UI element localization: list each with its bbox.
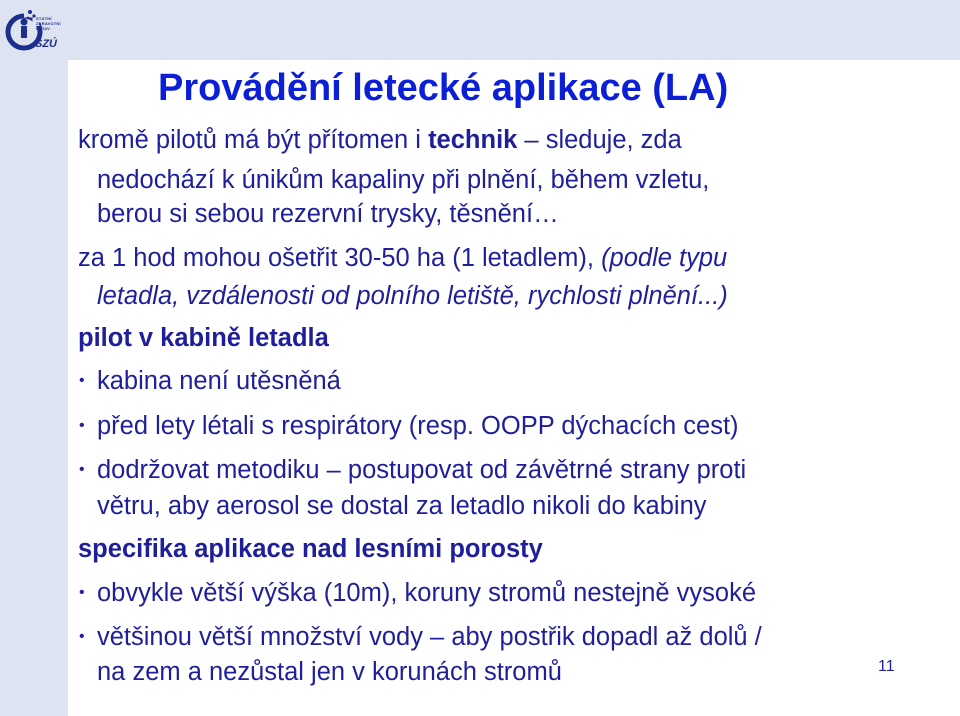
block2-line1-italic: (podle typu — [601, 244, 728, 272]
bullet-item-4: obvykle větší výška (10m), koruny stromů nestejně vysoké — [97, 579, 757, 607]
bullet-item-3-line1: dodržovat metodiku – postupovat od závětrné strany proti — [97, 456, 747, 484]
bullet-dot-icon: • — [79, 417, 85, 434]
bullet-dot-icon: • — [79, 628, 85, 645]
bullet-item-3-line2: větru, aby aerosol se dostal za letadlo nikoli do kabiny — [97, 492, 707, 520]
slide-title: Provádění letecké aplikace (LA) — [158, 67, 729, 109]
bullet-dot-icon: • — [79, 461, 85, 478]
szu-logo — [4, 4, 64, 56]
block1-line1-strong: technik — [428, 126, 518, 154]
logo-line-3: ÚSTAV — [36, 26, 50, 31]
bullet-dot-icon: • — [79, 584, 85, 601]
page-number: 11 — [878, 658, 895, 675]
logo-line-1: STÁTNÍ — [36, 16, 52, 21]
heading-pilot-cabin: pilot v kabině letadla — [78, 324, 329, 352]
bullet-item-5-line1: většinou větší množství vody – aby postřik dopadl až dolů / — [97, 623, 762, 651]
bullet-item-5-line2: na zem a nezůstal jen v korunách stromů — [97, 658, 562, 686]
logo-abbr: SZÚ — [35, 38, 57, 50]
bullet-item-2: před lety létali s respirátory (resp. OOPP dýchacích cest) — [97, 412, 739, 440]
block1-line2: nedochází k únikům kapaliny při plnění, během vzletu, — [97, 166, 710, 194]
block2-line2: letadla, vzdálenosti od polního letiště, rychlosti plnění...) — [97, 282, 728, 310]
heading-forest-application: specifika aplikace nad lesními porosty — [78, 535, 543, 563]
logo-line-2: ZDRAVOTNÍ — [36, 21, 61, 26]
block1-line3: berou si sebou rezervní trysky, těsnění… — [97, 200, 559, 228]
bullet-dot-icon: • — [79, 372, 85, 389]
block1-line1-post: – sleduje, zda — [517, 126, 682, 154]
block2-line1-plain: za 1 hod mohou ošetřit 30-50 ha (1 letadlem), — [78, 244, 602, 272]
left-band — [0, 0, 68, 716]
block1-line1-pre: kromě pilotů má být přítomen i — [78, 126, 429, 154]
top-band — [0, 0, 960, 60]
block2-line1 — [78, 242, 727, 274]
block1-line1 — [78, 124, 682, 156]
bullet-item-1: kabina není utěsněná — [97, 367, 341, 395]
